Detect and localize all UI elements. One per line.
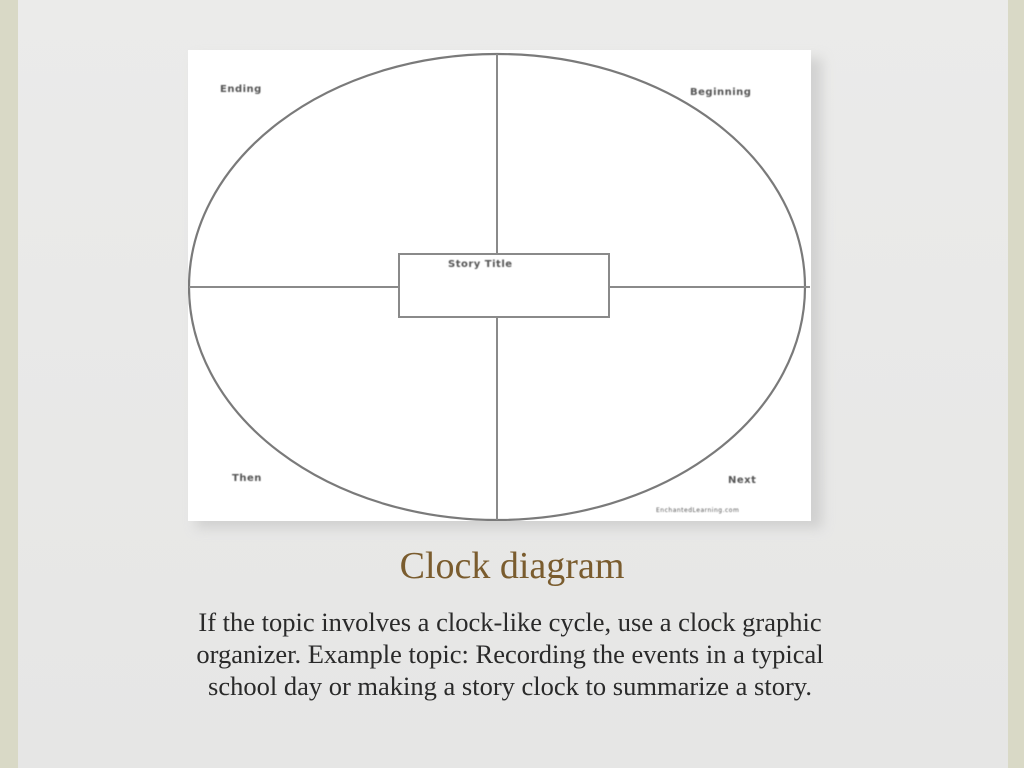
slide-title: Clock diagram (399, 545, 625, 587)
then-label: Then (232, 473, 262, 484)
ending-label: Ending (220, 84, 262, 95)
slide-body-text: If the topic involves a clock-like cycle, use a clock graphic organizer. Example topic: Recording the events in a typical school day or making a story clock to summarize a story. (196, 607, 824, 701)
watermark-text: EnchantedLearning.com (656, 507, 740, 514)
clock-organizer-image (188, 50, 811, 521)
clock-organizer-svg (188, 50, 811, 521)
story-title-label: Story Title (448, 259, 513, 270)
beginning-label: Beginning (690, 87, 752, 98)
next-label: Next (728, 475, 757, 486)
